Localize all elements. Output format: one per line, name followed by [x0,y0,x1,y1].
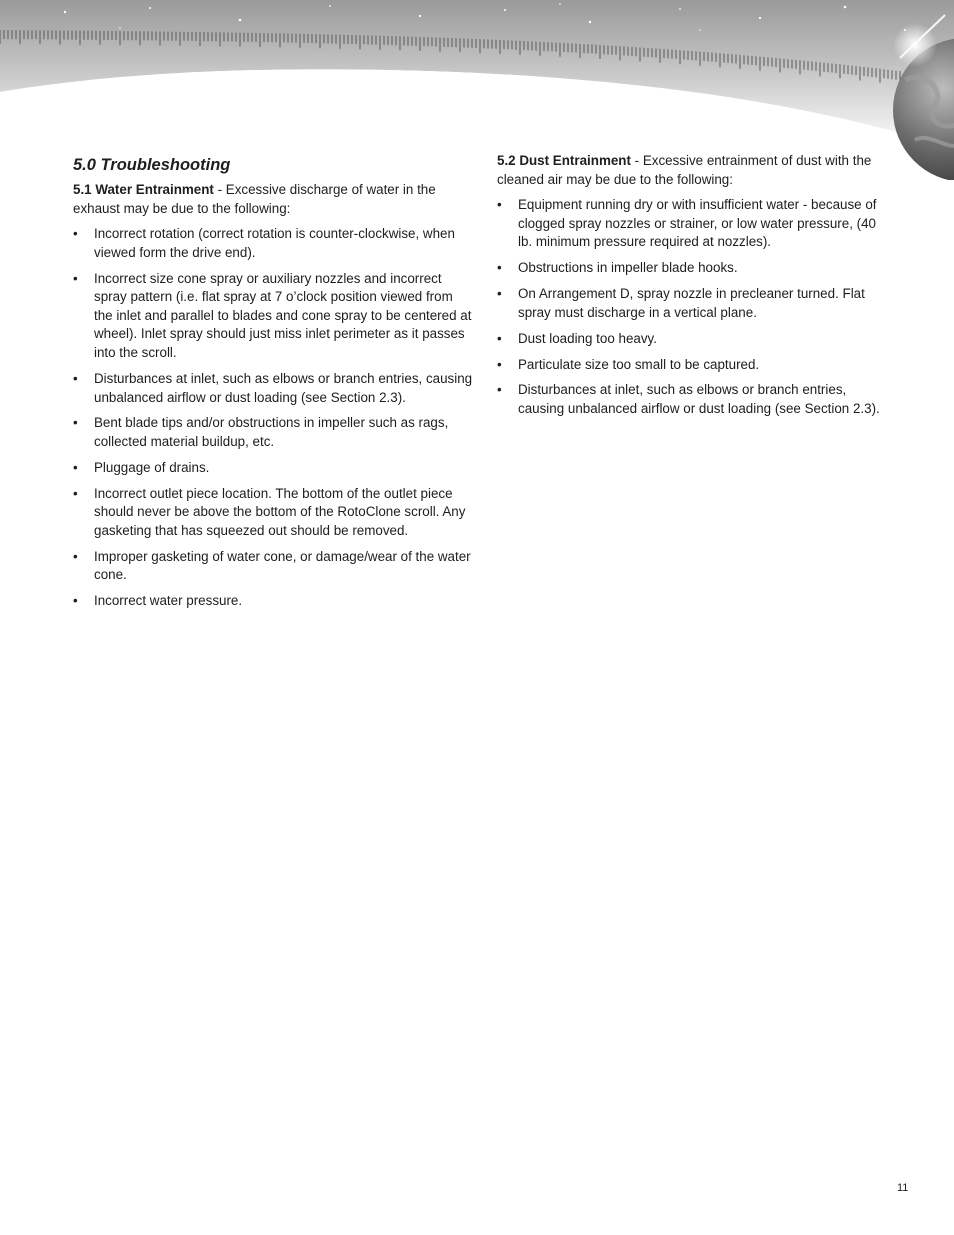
dust-entrainment-intro [497,152,889,189]
water-entrainment-heading: 5.1 Water Entrainment [73,182,214,197]
list-item [73,270,475,363]
section-title: 5.0 Troubleshooting [73,156,231,174]
list-item-text: Improper gasketing of water cone, or damage/wear of the water cone. [94,548,471,583]
list-item [73,548,475,585]
list-item-text: Dust loading too heavy. [518,330,657,346]
dust-entrainment-heading: 5.2 Dust Entrainment [497,153,631,168]
list-item-text: Particulate size too small to be captured. [518,356,760,372]
water-entrainment-list [73,225,475,611]
bullet-icon: • [73,370,78,386]
bullet-icon: • [497,382,502,398]
dust-entrainment-text: - Excessive entrainment of dust with the cleaned air may be due to the following: [497,153,872,187]
list-item [497,356,889,375]
water-entrainment-intro [73,181,475,218]
list-item [73,414,475,451]
bullet-icon: • [497,286,502,302]
list-item [497,285,889,322]
list-item-text: Incorrect water pressure. [94,593,243,609]
water-entrainment-text: - Excessive discharge of water in the exhaust may be due to the following: [73,182,436,216]
list-item-text: Pluggage of drains. [94,459,210,475]
dust-entrainment-list [497,196,889,418]
bullet-icon: • [73,226,78,242]
bullet-icon: • [73,270,78,286]
list-item-text: On Arrangement D, spray nozzle in precleaner turned. Flat spray must discharge in a vertical plane. [518,286,865,320]
list-item-text: Incorrect outlet piece location. The bottom of the outlet piece should never be above the bottom of the RotoClone scroll. Any gasketing that has squeezed out should be removed. [94,485,466,538]
bullet-icon: • [497,330,502,346]
list-item-text: Equipment running dry or with insufficient water - because of clogged spray nozzles or strainer, or low water pressure, (40 lb. minimum pressure required at nozzles). [518,197,877,250]
list-item-text: Incorrect rotation (correct rotation is counter-clockwise, when viewed form the drive end). [94,226,455,260]
left-column [73,152,475,618]
list-item [73,225,475,262]
list-item [497,196,889,252]
bullet-icon: • [497,356,502,372]
bullet-icon: • [73,548,78,564]
list-item-text: Incorrect size cone spray or auxiliary nozzles and incorrect spray pattern (i.e. flat spray at 7 o’clock position viewed from the inlet and parallel to blades and cone spray to be centered at wheel). Inlet spray should just miss inlet perimeter as it passes into the scroll. [94,270,472,361]
list-item [73,592,475,611]
bullet-icon: • [73,415,78,431]
list-item [73,459,475,478]
bullet-icon: • [73,459,78,475]
list-item-text: Disturbances at inlet, such as elbows or branch entries, causing unbalanced airflow or dust loading (see Section 2.3). [518,382,880,417]
list-item-text: Bent blade tips and/or obstructions in impeller such as rags, collected material buildup, etc. [94,415,449,450]
right-column [497,152,889,426]
bullet-icon: • [497,260,502,276]
bullet-icon: • [73,485,78,501]
bullet-icon: • [73,593,78,609]
list-item-text: Obstructions in impeller blade hooks. [518,260,738,276]
list-item [73,485,475,541]
list-item [73,370,475,407]
list-item [497,330,889,349]
list-item-text: Disturbances at inlet, such as elbows or branch entries, causing unbalanced airflow or dust loading (see Section 2.3). [94,370,473,405]
list-item [497,259,889,278]
bullet-icon: • [497,197,502,213]
list-item [497,381,889,418]
page-number: 11 [897,1182,909,1194]
